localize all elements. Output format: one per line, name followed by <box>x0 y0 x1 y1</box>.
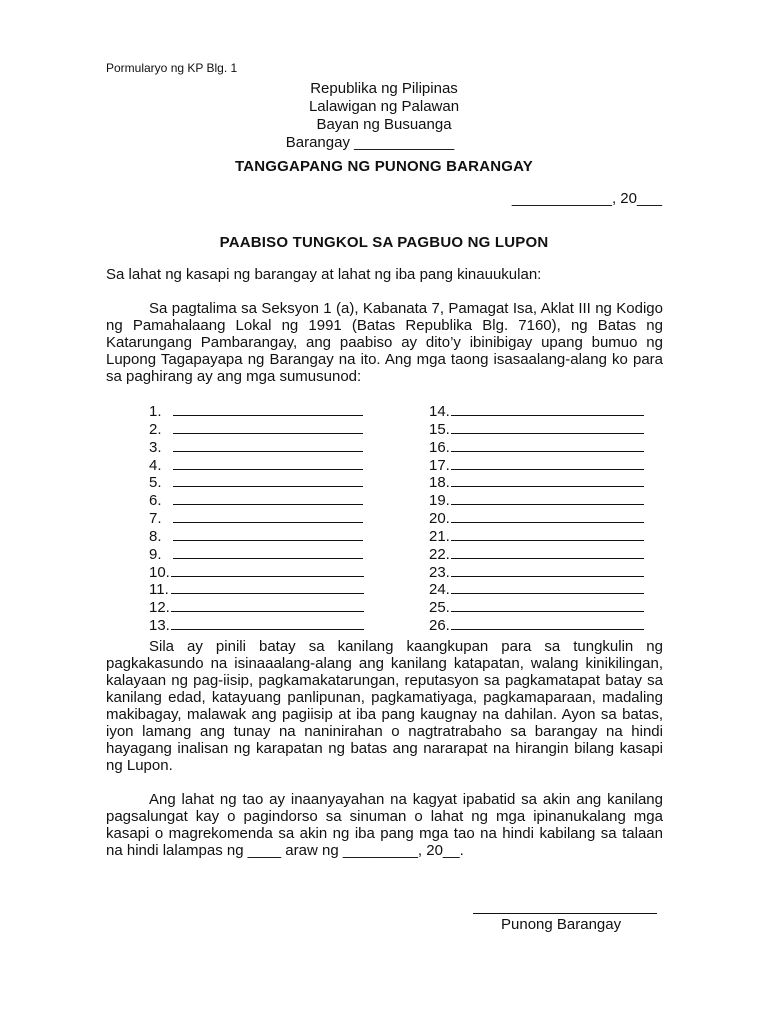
name-blank-line[interactable] <box>451 528 644 541</box>
name-blank-line[interactable] <box>451 421 644 434</box>
name-blank-line[interactable] <box>451 564 644 577</box>
list-item <box>149 581 364 599</box>
list-item-number: 15. <box>429 420 450 438</box>
list-item <box>149 617 364 635</box>
name-blank-line[interactable] <box>173 510 363 523</box>
list-item <box>149 546 364 564</box>
name-blank-line[interactable] <box>451 599 644 612</box>
list-item-number: 8. <box>149 527 162 545</box>
list-item <box>429 528 644 546</box>
list-item <box>429 546 644 564</box>
list-item <box>429 439 644 457</box>
notice-title: PAABISO TUNGKOL SA PAGBUO NG LUPON <box>219 234 549 251</box>
list-item-number: 17. <box>429 456 450 474</box>
list-item <box>429 510 644 528</box>
name-blank-line[interactable] <box>171 599 364 612</box>
list-item-number: 6. <box>149 492 162 510</box>
list-item <box>149 492 364 510</box>
name-blank-line[interactable] <box>173 528 363 541</box>
header-barangay: Barangay ____________ <box>285 134 455 151</box>
list-item-number: 21. <box>429 527 450 545</box>
office-title: TANGGAPANG NG PUNONG BARANGAY <box>234 158 534 175</box>
list-item-number: 5. <box>149 474 162 492</box>
name-blank-line[interactable] <box>451 457 644 470</box>
list-item-number: 20. <box>429 510 450 528</box>
list-item-number: 22. <box>429 545 450 563</box>
list-item <box>429 457 644 475</box>
list-item-number: 12. <box>149 599 170 617</box>
date-line: ____________, 20___ <box>511 190 662 207</box>
name-blank-line[interactable] <box>451 439 644 452</box>
list-item-number: 4. <box>149 456 162 474</box>
name-blank-line[interactable] <box>451 510 644 523</box>
list-item <box>149 457 364 475</box>
name-blank-line[interactable] <box>173 403 363 416</box>
paragraph-criteria: Sila ay pinili batay sa kanilang kaangkupan para sa tungkulin ng pagkakasundo na isinaaalang-alang ang kanilang katapatan, walang kinikilingan, kalayaan ng pag-iisip, pagkamakatarungan, reputasyon sa pagkamatapat batay sa kanilang edad, katayuang panlipunan, pagkamatiyaga, pagkamaparaan, madaling makibagay, malawak ang pagiisip at iba pang kaugnay na dahilan. Ayon sa batas, iyon lamang ang tunay na naninirahan o nagtratrabaho sa barangay na hindi hayagang inalisan ng karapatan ng batas ang nararapat na hirangin bilang kasapi ng Lupon. <box>106 638 663 774</box>
list-item-number: 10. <box>149 563 170 581</box>
list-item <box>429 617 644 635</box>
list-item-number: 24. <box>429 581 450 599</box>
list-item-number: 14. <box>429 403 450 420</box>
list-item <box>429 403 644 421</box>
list-item <box>149 403 364 421</box>
list-item-number: 13. <box>149 617 170 635</box>
name-blank-line[interactable] <box>171 617 364 630</box>
list-item <box>429 474 644 492</box>
name-blank-line[interactable] <box>173 421 363 434</box>
list-item <box>429 492 644 510</box>
list-item-number: 3. <box>149 438 162 456</box>
name-blank-line[interactable] <box>451 546 644 559</box>
name-blank-line[interactable] <box>451 617 644 630</box>
name-blank-line[interactable] <box>451 492 644 505</box>
form-number: Pormularyo ng KP Blg. 1 <box>106 61 238 75</box>
list-item <box>149 439 364 457</box>
list-item <box>149 510 364 528</box>
list-item <box>149 474 364 492</box>
list-item <box>429 564 644 582</box>
list-item <box>149 421 364 439</box>
list-item-number: 16. <box>429 438 450 456</box>
header-republic: Republika ng Pilipinas <box>310 80 458 97</box>
list-item <box>429 421 644 439</box>
list-item <box>149 528 364 546</box>
list-item-number: 2. <box>149 420 162 438</box>
list-item-number: 19. <box>429 492 450 510</box>
list-item-number: 26. <box>429 617 450 635</box>
name-blank-line[interactable] <box>171 581 364 594</box>
paragraph-intro: Sa pagtalima sa Seksyon 1 (a), Kabanata 7, Pamagat Isa, Aklat III ng Kodigo ng Pamahalaang Lokal ng 1991 (Batas Republika Blg. 7160), ng Batas ng Katarungang Pambarangay, ang paabiso ay dito’y ibinibigay upang bumuo ng Lupong Tagapayapa ng Barangay na ito. Ang mga taong isasaalang-alang ko para sa paghirang ay ang mga sumusunod: <box>106 300 663 385</box>
name-blank-line[interactable] <box>451 474 644 487</box>
nominee-list-right <box>429 403 644 635</box>
name-blank-line[interactable] <box>173 439 363 452</box>
name-blank-line[interactable] <box>171 564 364 577</box>
signature-label: Punong Barangay <box>501 916 622 933</box>
list-item-number: 25. <box>429 599 450 617</box>
header-municipality: Bayan ng Busuanga <box>316 116 452 133</box>
list-item-number: 1. <box>149 403 162 420</box>
list-item-number: 9. <box>149 545 162 563</box>
list-item-number: 11. <box>149 581 169 599</box>
name-blank-line[interactable] <box>173 492 363 505</box>
signature-line <box>473 913 657 914</box>
salutation: Sa lahat ng kasapi ng barangay at lahat ng iba pang kinauukulan: <box>106 266 542 283</box>
name-blank-line[interactable] <box>451 581 644 594</box>
name-blank-line[interactable] <box>173 457 363 470</box>
name-blank-line[interactable] <box>451 403 644 416</box>
paragraph-invitation: Ang lahat ng tao ay inaanyayahan na kagyat ipabatid sa akin ang kanilang pagsalungat kay o pagindorso sa sinuman o lahat ng mga ipinanukalang mga kasapi o magrekomenda sa akin ng iba pang mga tao na hindi kabilang sa talaan na hindi lalampas ng ____ araw ng _________, 20__. <box>106 791 663 859</box>
header-province: Lalawigan ng Palawan <box>308 98 460 115</box>
list-item <box>149 599 364 617</box>
name-blank-line[interactable] <box>173 546 363 559</box>
list-item-number: 23. <box>429 563 450 581</box>
nominee-list-left <box>149 403 364 635</box>
list-item <box>149 564 364 582</box>
list-item <box>429 581 644 599</box>
list-item-number: 7. <box>149 510 162 528</box>
list-item <box>429 599 644 617</box>
name-blank-line[interactable] <box>173 474 363 487</box>
list-item-number: 18. <box>429 474 450 492</box>
